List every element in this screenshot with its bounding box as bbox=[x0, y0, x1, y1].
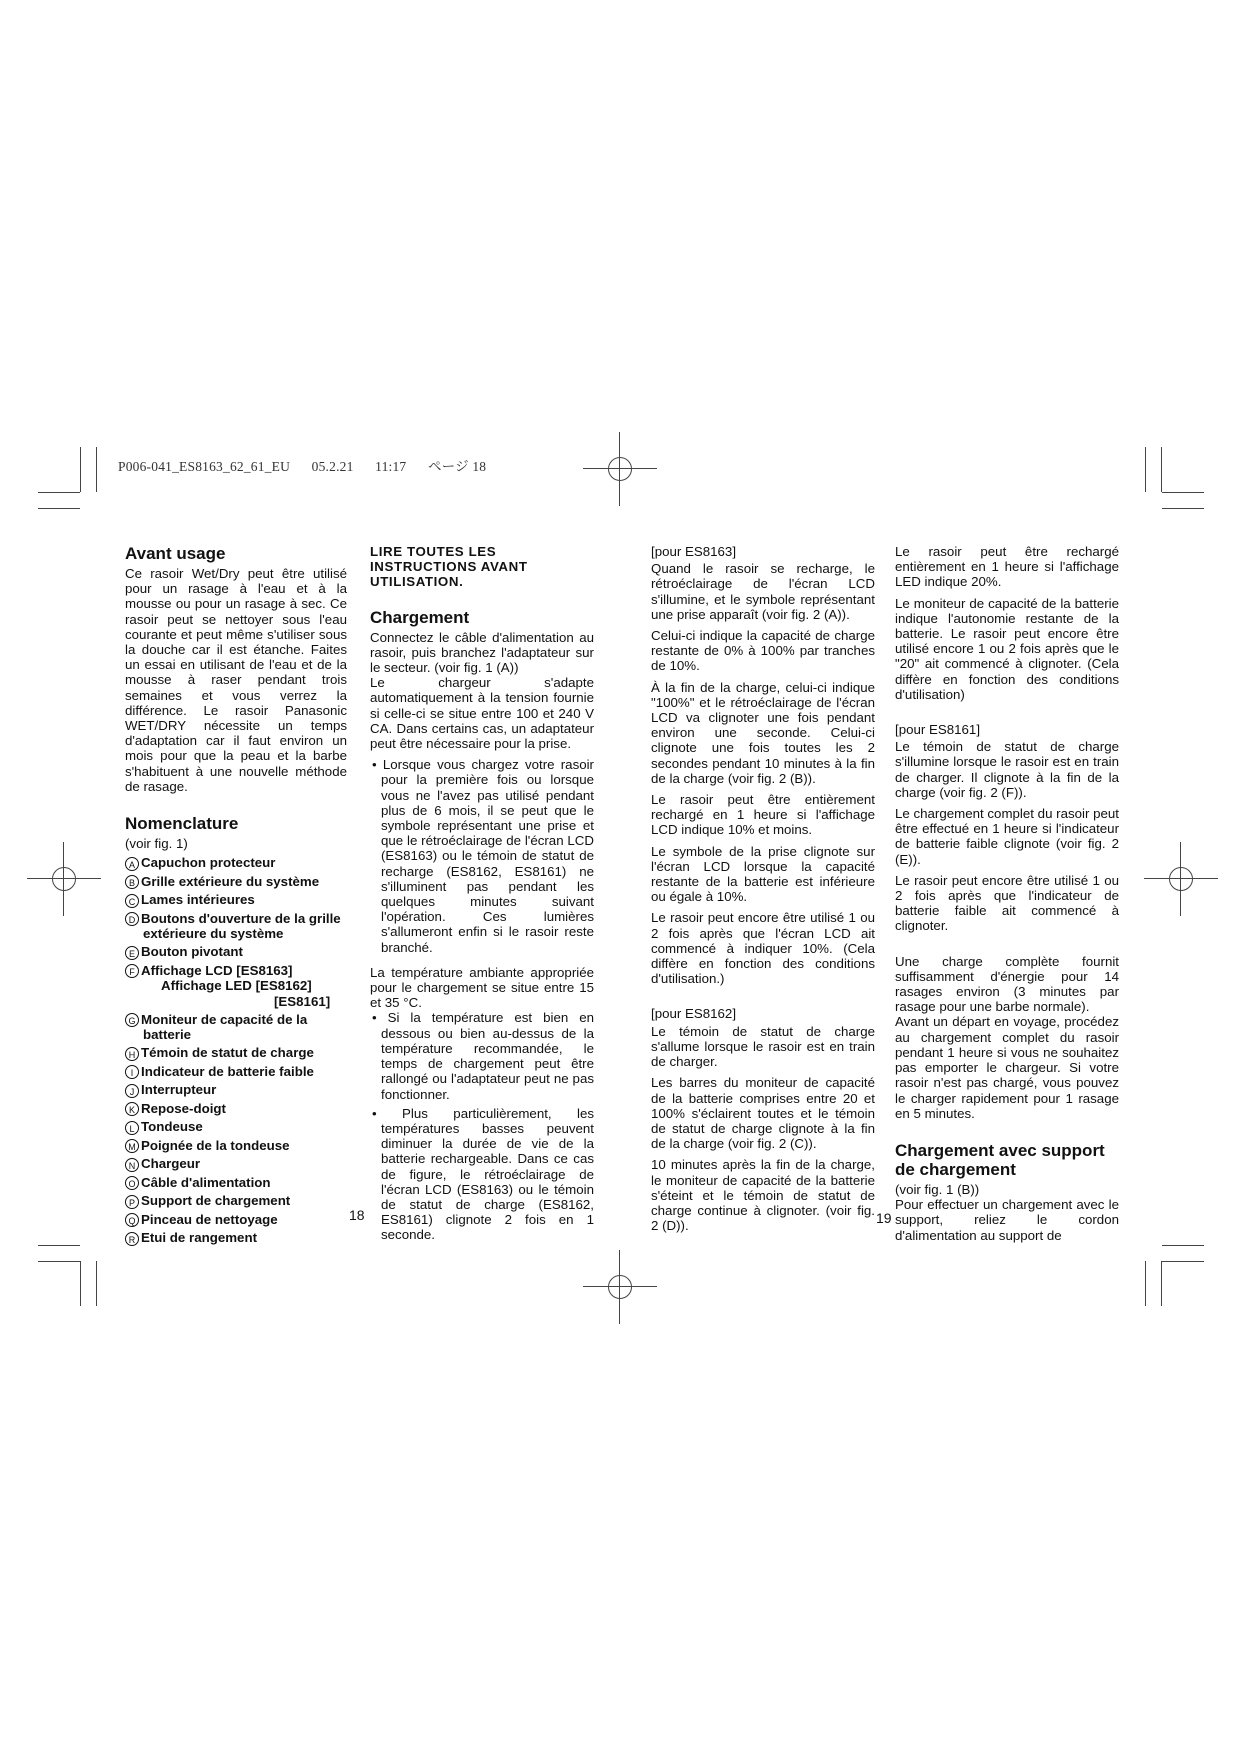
list-item: L Tondeuse bbox=[125, 1119, 347, 1134]
heading-nomenclature: Nomenclature bbox=[125, 814, 239, 834]
crop-mark bbox=[1162, 1261, 1204, 1262]
slug-file: P006-041_ES8163_62_61_EU bbox=[118, 459, 291, 474]
paragraph-temperature: La température ambiante appropriée pour le chargement se situe entre 15 et 35 °C. bbox=[370, 964, 594, 1011]
list-item: • Lorsque vous chargez votre rasoir pour la première fois ou lorsque vous ne l'avez pas utilisé pendant plus de 6 mois, il se peut que le symbole représentant une prise et que le rétroéclairage de l'écran LCD (ES8163) ou le témoin de statut de recharge (ES8162, ES8161) ne s'illuminent pas pendant les quelques minutes suivant l'opération. Ces lumières s'allumeront enfin si le rasoir reste branché. bbox=[372, 757, 594, 955]
crop-mark bbox=[1162, 1245, 1204, 1246]
paragraph: Le témoin de statut de charge s'illumine lorsque le rasoir est en train de charger. Il clignote à la fin de la charge (voir fig. 2 (F)). bbox=[895, 739, 1119, 800]
heading-support-chargement: Chargement avec support de chargement bbox=[895, 1140, 1105, 1179]
registration-mark bbox=[41, 856, 87, 902]
paragraph: Quand le rasoir se recharge, le rétroéclairage de l'écran LCD s'illumine, et le symbole représentant une prise apparaît (voir fig. 2 (A)). bbox=[651, 561, 875, 622]
crop-mark bbox=[1145, 447, 1146, 492]
list-item: I Indicateur de batterie faible bbox=[125, 1064, 347, 1079]
paragraph: Le rasoir peut encore être utilisé 1 ou 2 fois après que l'indicateur de batterie faible ait commencé à clignoter. bbox=[895, 872, 1119, 934]
paragraph-charge-2: Le chargeur s'adapte automatiquement à la tension fournie si celle-ci se situe entre 100 et 240 V CA. Dans certains cas, un adaptateur peut être nécessaire pour la prise. bbox=[370, 675, 594, 752]
list-item: N Chargeur bbox=[125, 1156, 347, 1171]
list-item: Q Pinceau de nettoyage bbox=[125, 1212, 347, 1227]
crop-mark bbox=[80, 1261, 81, 1306]
paragraph: À la fin de la charge, celui-ci indique "100%" et le rétroéclairage de l'écran LCD va clignoter une fois pendant environ une seconde. Celui-ci clignote une fois toutes les 2 secondes pendant 10 minutes à la fin de la charge (voir fig. 2 (B)). bbox=[651, 679, 875, 786]
label-es8162: [pour ES8162] bbox=[651, 1006, 737, 1022]
heading-avant-usage: Avant usage bbox=[125, 544, 226, 563]
paragraph: Le rasoir peut être entièrement rechargé en 1 heure si l'affichage LCD indique 10% et moins. bbox=[651, 792, 875, 838]
paragraph: Pour effectuer un chargement avec le support, reliez le cordon d'alimentation au support de bbox=[895, 1197, 1119, 1243]
paragraph: 10 minutes après la fin de la charge, le moniteur de capacité de la batterie s'éteint et le témoin de statut de charge continue à clignoter. (voir fig. 2 (D)). bbox=[651, 1157, 875, 1234]
list-item: G Moniteur de capacité de la batterie bbox=[125, 1012, 347, 1043]
column-es8163-es8162 bbox=[651, 544, 875, 1239]
list-item: J Interrupteur bbox=[125, 1082, 347, 1097]
list-item: M Poignée de la tondeuse bbox=[125, 1138, 347, 1153]
crop-mark bbox=[1161, 1261, 1162, 1306]
paragraph: Une charge complète fournit suffisamment d'énergie pour 14 rasages environ (3 minutes par rasage pour une barbe normale). bbox=[895, 953, 1119, 1015]
column-avant-usage bbox=[125, 544, 347, 1249]
list-item: E Bouton pivotant bbox=[125, 944, 347, 959]
nomenclature-fig-ref: (voir fig. 1) bbox=[125, 836, 188, 852]
crop-mark bbox=[1162, 508, 1204, 509]
charge-bullets bbox=[370, 757, 594, 955]
paragraph-avant-usage: Ce rasoir Wet/Dry peut être utilisé pour un rasage à l'eau et à la mousse ou pour un rasage à sec. Ce rasoir peut se nettoyer sous l'eau courante et peut même s'utiliser sous la douche car il est étanche. Faites un essai en utilisant de l'eau et de la mousse à raser pendant trois semaines et vous verrez la différence. Le rasoir Panasonic WET/DRY nécessite un temps d'adaptation car il faut environ un mois pour que la peau et la barbe s'habituent à une nouvelle méthode de rasage. bbox=[125, 566, 347, 794]
crop-mark bbox=[80, 447, 81, 492]
list-item: O Câble d'alimentation bbox=[125, 1175, 347, 1190]
registration-mark bbox=[597, 446, 643, 492]
slug-date: 05.2.21 bbox=[311, 459, 354, 474]
column-chargement bbox=[370, 544, 594, 1253]
slug-time: 11:17 bbox=[375, 459, 407, 474]
temperature-bullets bbox=[370, 1010, 594, 1242]
crop-mark bbox=[38, 1245, 80, 1246]
crop-mark bbox=[96, 447, 97, 492]
list-item: H Témoin de statut de charge bbox=[125, 1045, 347, 1060]
list-item: • Plus particulièrement, les températures basses peuvent diminuer la durée de vie de la batterie rechargeable. Dans ce cas de figure, le rétroéclairage de l'écran LCD (ES8163) ou le témoin de statut de charge (ES8162, ES8161) clignote 2 fois en 1 seconde. bbox=[372, 1105, 594, 1243]
paragraph: Le symbole de la prise clignote sur l'écran LCD lorsque la capacité restante de la batterie est inférieure ou égale à 10%. bbox=[651, 843, 875, 905]
heading-chargement: Chargement bbox=[370, 607, 470, 627]
support-fig-ref: (voir fig. 1 (B)) bbox=[895, 1181, 980, 1197]
list-item: P Support de chargement bbox=[125, 1193, 347, 1208]
crop-mark bbox=[38, 1261, 80, 1262]
paragraph-charge-1: Connectez le câble d'alimentation au rasoir, puis branchez l'adaptateur sur le secteur. (voir fig. 1 (A)) bbox=[370, 629, 594, 676]
list-item: C Lames intérieures bbox=[125, 892, 347, 907]
list-item: F Affichage LCD [ES8163] Affichage LED [ES8162] [ES8161] bbox=[125, 963, 347, 1009]
printer-slug bbox=[118, 455, 504, 475]
paragraph: Le chargement complet du rasoir peut être effectué en 1 heure si l'indicateur de batterie faible clignote (voir fig. 2 (E)). bbox=[895, 806, 1119, 867]
list-item: A Capuchon protecteur bbox=[125, 855, 347, 870]
paragraph: Le rasoir peut encore être utilisé 1 ou 2 fois après que l'écran LCD ait commencé à indiquer 10%. (Cela diffère en fonction des conditions d'utilisation.) bbox=[651, 910, 875, 987]
registration-mark bbox=[1158, 856, 1204, 902]
crop-mark bbox=[1145, 1261, 1146, 1306]
column-es8161-support bbox=[895, 544, 1119, 1249]
label-es8163: [pour ES8163] bbox=[651, 544, 737, 559]
list-item: B Grille extérieure du système bbox=[125, 874, 347, 889]
paragraph: Le rasoir peut être rechargé entièrement en 1 heure si l'affichage LED indique 20%. bbox=[895, 544, 1119, 590]
nomenclature-list bbox=[125, 855, 347, 1246]
page-number-right: 19 bbox=[876, 1210, 892, 1226]
paragraph: Celui-ci indique la capacité de charge restante de 0% à 100% par tranches de 10%. bbox=[651, 628, 875, 674]
page-number-left: 18 bbox=[349, 1207, 365, 1223]
crop-mark bbox=[38, 508, 80, 509]
paragraph: Le témoin de statut de charge s'allume lorsque le rasoir est en train de charger. bbox=[651, 1023, 875, 1070]
label-es8161: [pour ES8161] bbox=[895, 722, 981, 738]
crop-mark bbox=[38, 492, 80, 493]
crop-mark bbox=[96, 1261, 97, 1306]
slug-page-label: ページ 18 bbox=[427, 459, 487, 474]
instructions-heading: LIRE TOUTES LES INSTRUCTIONS AVANT UTILISATION. bbox=[370, 544, 528, 590]
paragraph: Avant un départ en voyage, procédez au chargement complet du rasoir pendant 1 heure si vous ne souhaitez pas emporter le chargeur. Si votre rasoir n'est pas chargé, vous pouvez le charger rapidement pour 1 rasage en 5 minutes. bbox=[895, 1014, 1119, 1121]
list-item: K Repose-doigt bbox=[125, 1101, 347, 1116]
list-item: R Etui de rangement bbox=[125, 1230, 347, 1245]
paragraph: Les barres du moniteur de capacité de la batterie comprises entre 20 et 100% s'éclairent toutes et le témoin de statut de charge clignote à la fin de la charge (voir fig. 2 (C)). bbox=[651, 1075, 875, 1152]
paragraph: Le moniteur de capacité de la batterie indique l'autonomie restante de la batterie. Le rasoir peut encore être utilisé encore 1 ou 2 fois après que le "20" ait commencé à clignoter. (Cela diffère en fonction des conditions d'utilisation) bbox=[895, 595, 1119, 702]
registration-mark bbox=[597, 1264, 643, 1310]
list-item: D Boutons d'ouverture de la grille extérieure du système bbox=[125, 911, 347, 942]
crop-mark bbox=[1161, 447, 1162, 492]
list-item: • Si la température est bien en dessous ou bien au-dessus de la température recommandée, le temps de chargement peut être rallongé ou l'adaptateur peut ne pas fonctionner. bbox=[372, 1010, 594, 1102]
crop-mark bbox=[1162, 492, 1204, 493]
